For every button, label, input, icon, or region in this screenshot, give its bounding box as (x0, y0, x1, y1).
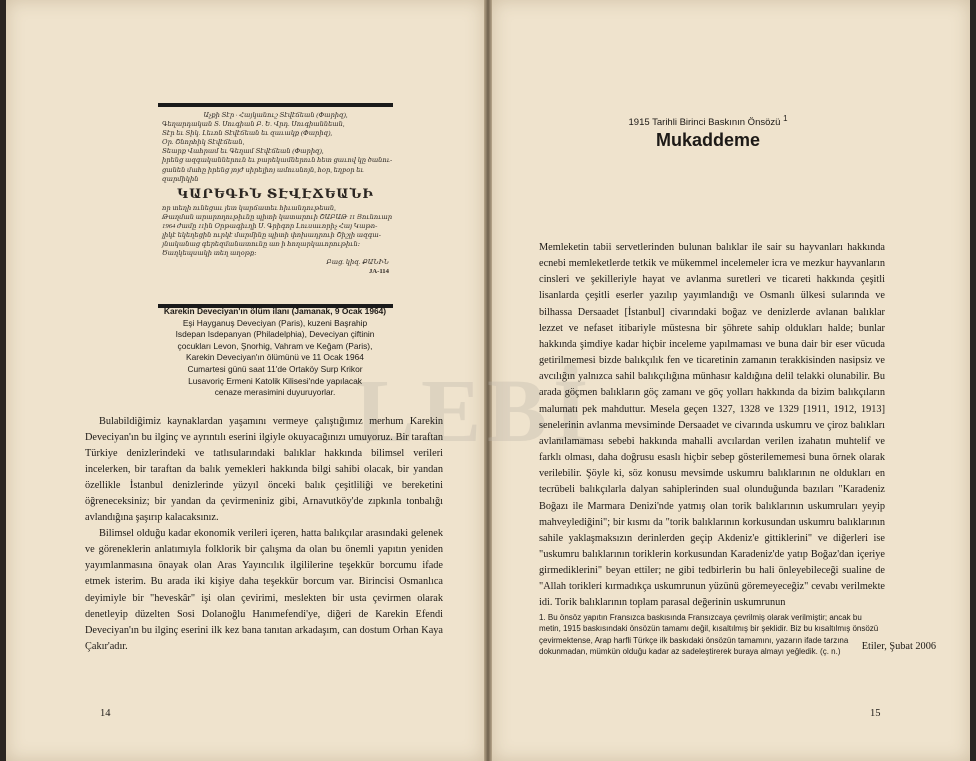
notice-line: լիկէ եկեղեցին ուրկէ մարմինը պիտի փոխադրուի Շիշլի ազգա- (162, 232, 381, 240)
footnote (539, 612, 885, 658)
footnote-text: 1. Bu önsöz yapıtın Fransızca baskısında Fransızcaya çevrilmiş olarak verilmiştir; ancak bu metin, 1915 baskısındaki önsözün tamamı değil, kısaltılmış bir şeklidir. Biz bu kısaltılmış önsözü çevirmektense, Arap harfli Türkçe ilk baskıdaki önsözün tamamını, yazarın ifade tarzına dokunmadan, mümkün olduğu kadar az sadeleştirerek buraya almayı yeğledik. (ç. n.) (539, 613, 879, 657)
caption-line: Eşi Hayganuş Deveciyan (Paris), kuzeni Başrahip (182, 317, 368, 328)
page-number-right: 15 (870, 708, 881, 719)
notice-line: որ տեղի ունեցաւ յետ կարճատեւ հիւանդութեան, (162, 204, 336, 212)
obituary-caption (130, 306, 420, 399)
notice-line: Աչքի Տէր · Հայկանուշ Տէվէճեան (Փարիզ), (203, 112, 348, 119)
notice-line: Օր. Շնորհիկ Տէվէճեան, (162, 139, 245, 147)
notice-line: Թաղման արարողութիւնը պիտի կատարուի ՇԱԲԱԹ 11 Յունուար (162, 213, 393, 221)
notice-name-heading: ԿԱՐԵԳԻՆ ՏԷՎԷՃԵԱՆԻ (177, 185, 374, 201)
chapter-title: Mukaddeme (655, 130, 761, 150)
notice-line: զարմիկին (162, 175, 199, 183)
right-body-text (539, 240, 885, 612)
caption-line: Karekin Deveciyan'ın ölümünü ve 11 Ocak 1964 (186, 352, 364, 363)
notice-line: Տեարք Վահրամ եւ Գեղամ Տէվէճեան (Փարիզ), (162, 148, 324, 156)
notice-line: Գեղարդական Տ. Սուգիան Բ. Ե. Վրդ. Սուգիաննեան, (162, 121, 345, 129)
notice-line: Ծաղկեպսակի տեղ աղօթք։ (162, 250, 257, 258)
paragraph: Memleketin tabii servetlerinden bulunan balıklar ile sair su hayvanları hakkında ecnebi memleketlerde tetkik ve mükemmel incelemeler icra ve mezkur hayvanların cinsleri ve şekilleriyle hayat ve avlanma suretleri ve ticareti hakkında çeşitli lisanlarda çeşitli eserler yazılıp yayımlandığı ve Osmanlı ülkesi sularında ve bilhassa Dersaadet [İstanbul] civarındaki boğaz ve denizlerde avlanan balıklar lezzet ve nefaset itibariyle müstesna bir şöhrete sahip oldukları halde; bunlar hakkında şimdiye kadar hiçbir inceleme yapılmaması ve buna dair bir eser vücuda getirilmemesi bizde balıkçılık fen ve ticaretinin zamanın terakkisinden nasipsiz ve avcılığın yalnızca sahil balıkçılığına münhasır kaldığına delil telakki olunabilir. Bu arada göçmen balıkların göç zamanı ve göç yolları hakkında da bizim balıkçıların malumatı pek mahduttur. Mesela geçen 1327, 1328 ve 1329 [1911, 1912, 1913] senelerinin avlanma mevsiminde Dersaadet ve civarında uskumru ve çiroz balıkları avlanılamaması sebebi hakkında mahalli avcılardan verilen izahatın muhtelif ve farklı olması, daha doğrusu esaslı hiçbir sebep gösterilememesi buna örnek olarak verilebilir. Şöyle ki, söz konusu mevsimde uskumru balıklarının ne oldukları en tecrübeli balıkçılarla dalyan sahiplerinden sual olunduğunda bazıları "Karadeniz Boğazı ile Marmara Denizi'nde yatmış olan torik balıklarının uskumruları yeyip mahveylediğini"; bir kısmı da "torik balıklarının korkusundan uskumru balıklarının sahile yaklaşmaksızın derinlerden geçip Akdeniz'e gittiklerini" ve diğerleri ise "uskumru balıklarının toriklerin korkusundan Karadeniz'de yatıp Boğaz'dan içeriye girmediklerini" beyan ettiler; ne gibi tedbirlerin bu hali önleyebileceği sualine de "Allah torikleri kırmadıkça uskumrunun yüzünü göremeyeceğiz" cevabı verilmekte idi. Torik balıklarının toplam parasal değerinin uskumrunun (539, 242, 885, 609)
caption-line: çocukları Levon, Şnorhig, Vahram ve Keğam (Paris), (177, 340, 373, 351)
watermark: LEBİ (355, 362, 595, 461)
notice-line: ցանեն մահը իրենց յոյժ սիրելիոյ ամուսնոյն, հօր, եղբօր եւ (162, 166, 364, 174)
caption-line: Lusavoriç Ermeni Katolik Kilisesi'nde yapılacak (188, 375, 362, 386)
caption-line: Isdepan Isdepanyan (Philadelphia), Deveciyan çiftinin (175, 329, 375, 340)
notice-line: իրենց ազգականներուն եւ բարեկամներուն հետ ցաւով կը ծանու- (162, 157, 393, 165)
left-body-text (85, 414, 443, 655)
chapter-subtitle (548, 114, 868, 128)
footnote-marker: 1 (783, 114, 788, 123)
caption-line: cenaze merasimini duyuruyorlar. (214, 387, 336, 398)
paragraph: Bulabildiğimiz kaynaklardan yaşamını vermeye çalıştığımız merhum Karekin Deveciyan'ın bu ilginç ve ayrıntılı eserini ilgiyle okuyacağınızı umuyoruz. Bir taraftan Türkiye denizlerindeki ve tatlısularındaki balıklar hakkında bilimsel verileri incelerken, bir taraftan da balık yemekleri hakkında bilgi sahibi olacak, bir yandan özellikle İstanbul denizlerinde yüzyıl önceki balık çeşitliliği ve bereketini öğreneceksiniz; bir yandan da çevirmeniniz gibi, Arnavutköy'de zıpkınla tonbalığı avlandığına şaşırıp kalacaksınız. (85, 416, 443, 524)
notice-line: Տէր եւ Տիկ. Լեւոն Տէվէճեան եւ զաւակք (Փարիզ), (162, 130, 333, 138)
caption-line: Cumartesi günü saat 11'de Ortaköy Surp Krikor (187, 363, 363, 374)
notice-code: JA-114 (368, 268, 389, 276)
notice-line: 1964 ժամը 11ին Օրթագիւղի Ս. Գրիգոր Լուսաւորիչ Հայ Կաթո- (162, 222, 378, 230)
caption-title: Karekin Deveciyan'ın ölüm ilanı (Jamanak, 9 Ocak 1964) (163, 306, 387, 316)
notice-line: Բաց. կիզ. ՔԱՆԻՆ (326, 259, 389, 267)
notice-line: յնականաց գերեզմանատունը առ ի հողարկաւորութիւն։ (162, 241, 361, 249)
signature: Etiler, Şubat 2006 (861, 641, 936, 652)
page-number-left: 14 (100, 708, 111, 719)
chapter-subtitle-text: 1915 Tarihli Birinci Baskının Önsözü (628, 117, 781, 129)
obituary-notice-image (158, 103, 393, 308)
paragraph: Bilimsel olduğu kadar ekonomik verileri içeren, hatta balıkçılar arasındaki gelenek ve göreneklerin anlatımıyla folklorik bir çalışma da olan bu önemli yapıtın yeniden yayımlanmasına önayak olan Aras Yayıncılık ilgililerine teşekkür borcumu ifade etmek isterim. Bu arada iki kişiye daha teşekkür borcum var. Birincisi Osmanlıca deyimiyle bir "heveskâr" işi olan çevirimi, meslekten bir usta çevirmen olarak denetleyip düzelten Sosi Dolanoğlu Hanımefendi'ye, diğeri de Karekin Efendi Deveciyan'ın bu ilginç eserini ilk kez bana tanıtan arkadaşım, can dostum Orhan Kaya Çakır'adır. (85, 528, 443, 652)
